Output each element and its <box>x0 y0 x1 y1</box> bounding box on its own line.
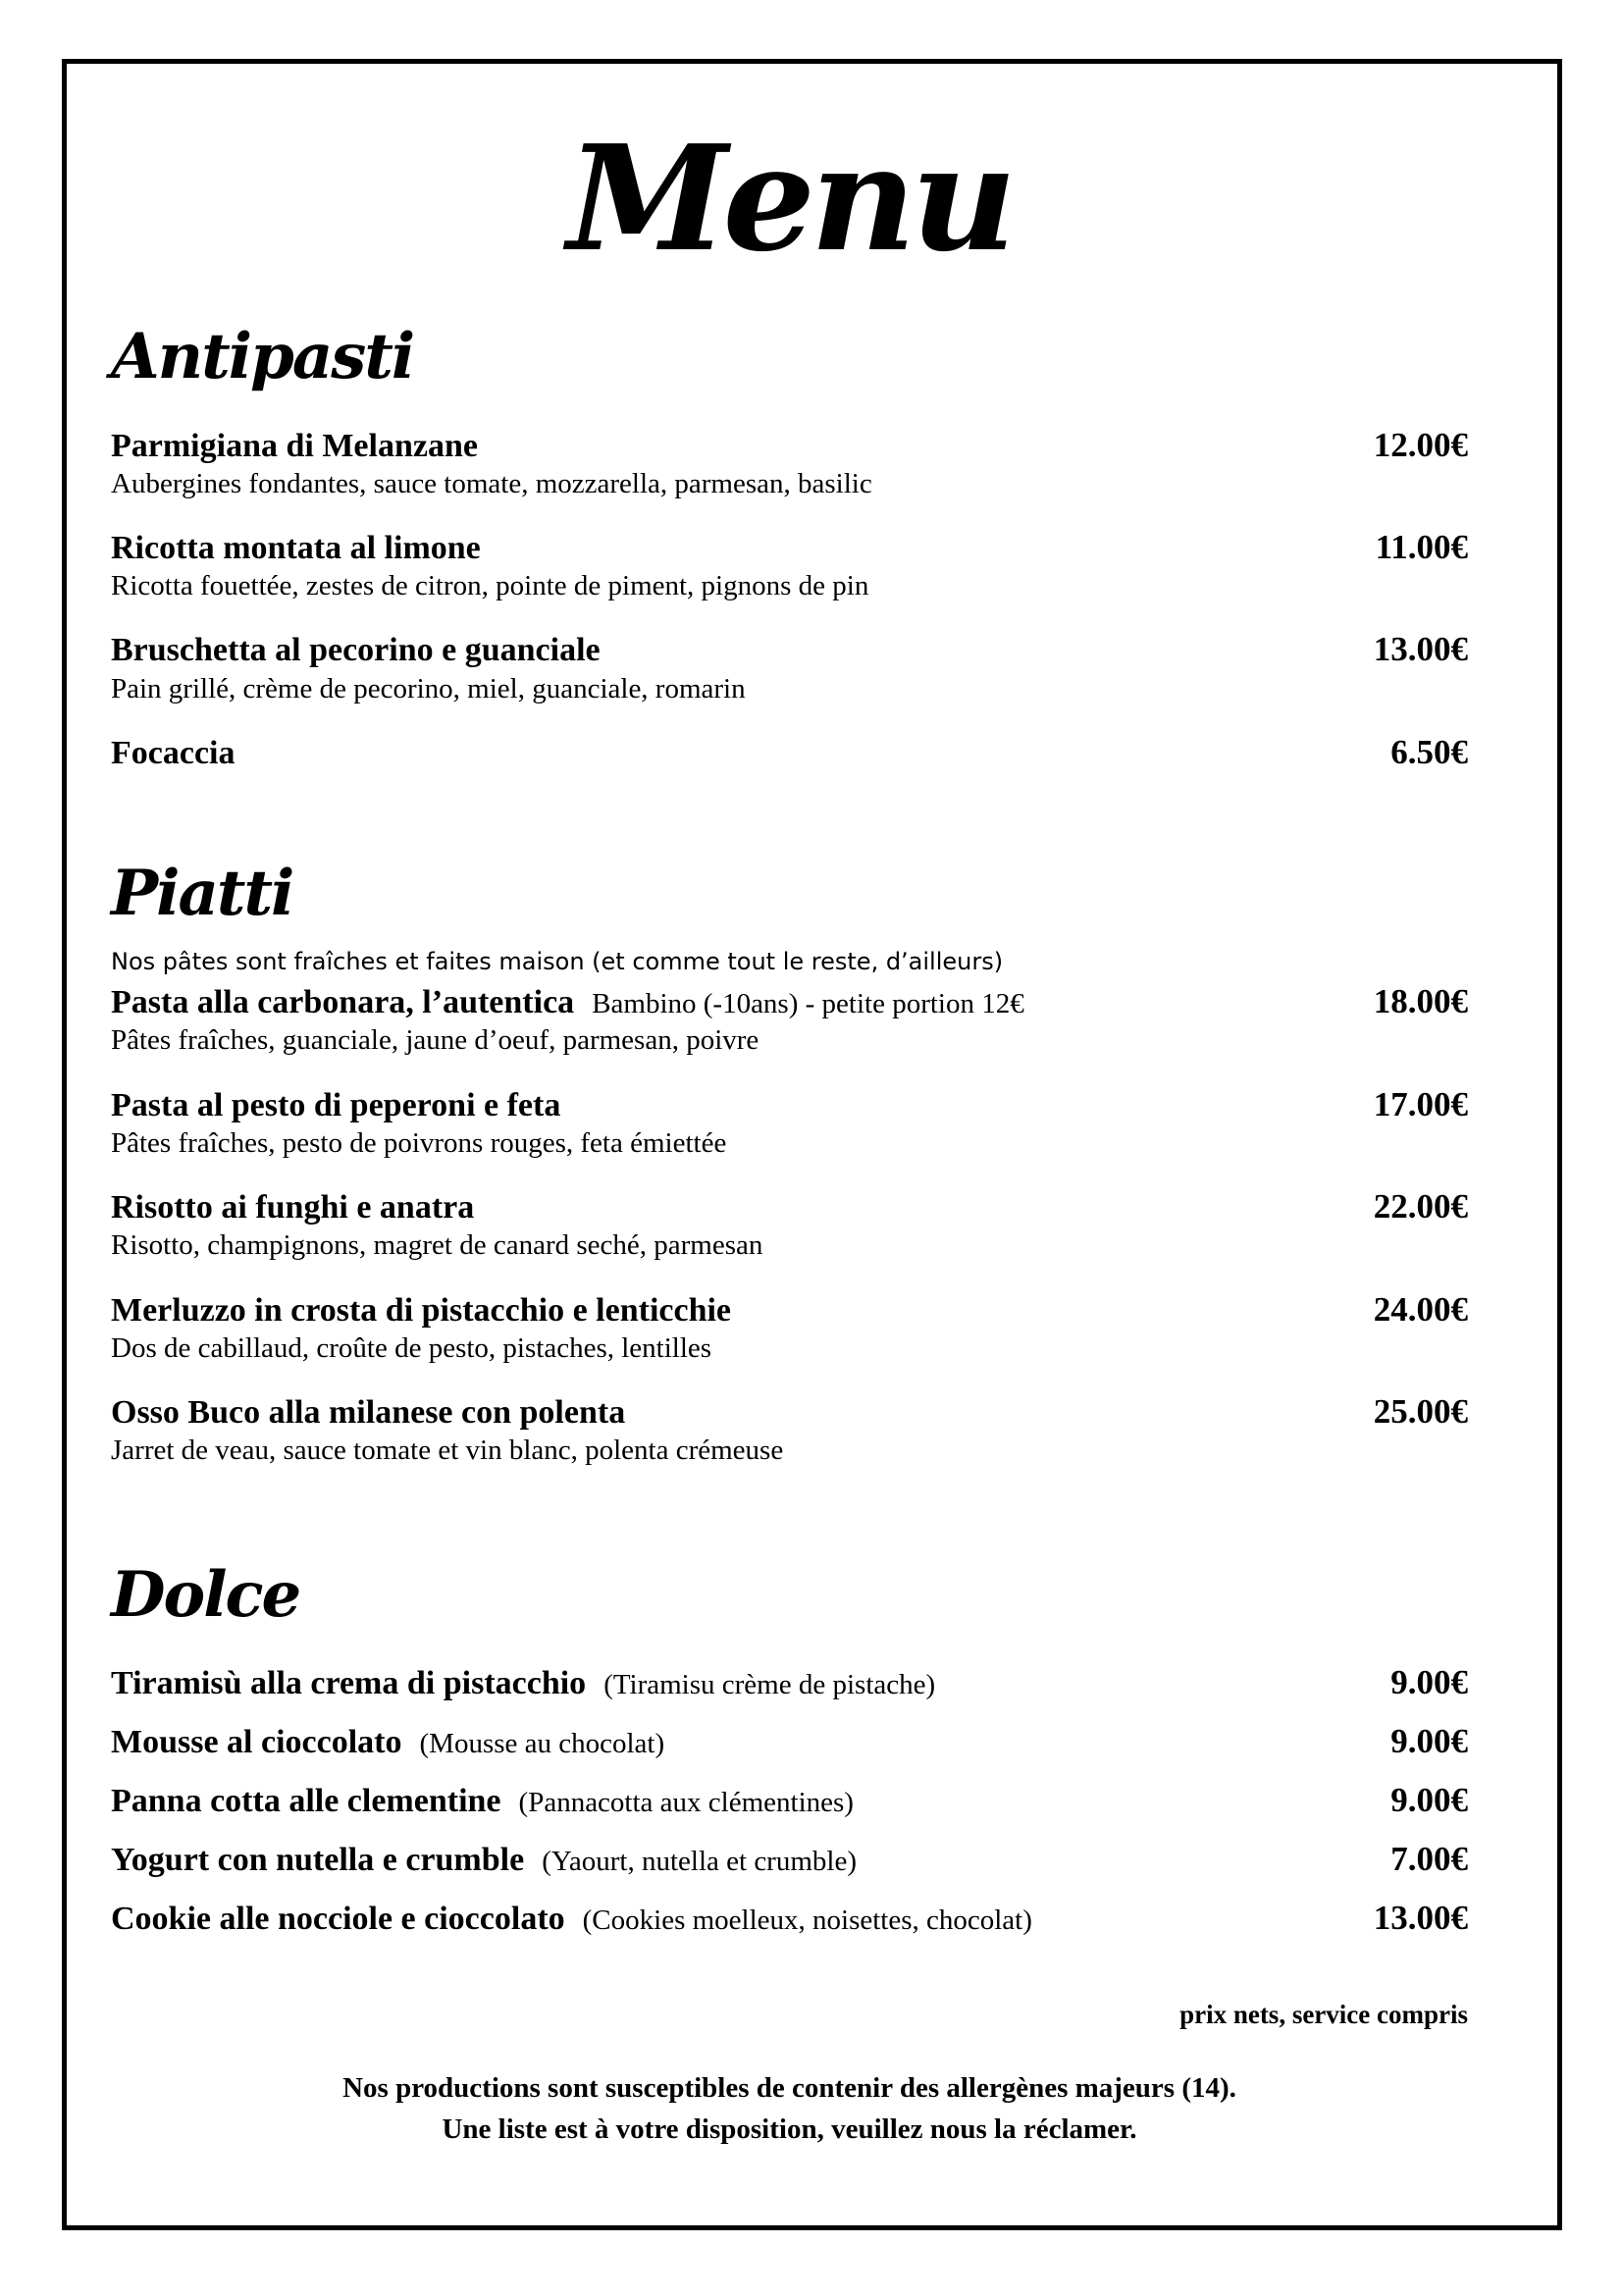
item-line <box>111 426 1468 466</box>
item-price: 9.00€ <box>1390 1662 1468 1701</box>
item-kid-portion-note: Bambino (-10ans) - petite portion 12€ <box>592 988 1024 1020</box>
item-name: Yogurt con nutella e crumble <box>111 1842 525 1879</box>
item-line <box>111 1663 1468 1703</box>
item-line <box>111 1392 1468 1433</box>
menu-item-bruschetta <box>111 630 1468 704</box>
menu-item-merluzzo <box>111 1290 1468 1365</box>
item-line <box>111 630 1468 670</box>
item-price: 12.00€ <box>1373 425 1468 464</box>
item-price: 13.00€ <box>1373 630 1468 669</box>
item-description: Pain grillé, crème de pecorino, miel, guanciale, romarin <box>111 672 746 704</box>
section-piatti <box>111 857 1468 1467</box>
section-header-dolce: Dolce <box>111 1557 300 1632</box>
menu-item-cookie <box>111 1899 1468 1939</box>
item-price: 7.00€ <box>1390 1840 1468 1879</box>
item-price: 6.50€ <box>1390 732 1468 771</box>
pasta-fresh-note: Nos pâtes sont fraîches et faites maison (et comme tout le reste, d’ailleurs) <box>111 948 1004 976</box>
item-line <box>111 1290 1468 1331</box>
item-name: Osso Buco alla milanese con polenta <box>111 1394 626 1432</box>
item-name: Pasta alla carbonara, l’autentica <box>111 984 575 1021</box>
menu-item-mousse <box>111 1722 1468 1762</box>
item-line <box>111 1899 1468 1939</box>
item-translation: (Yaourt, nutella et crumble) <box>542 1846 857 1878</box>
item-line <box>111 1085 1468 1125</box>
item-translation: (Mousse au chocolat) <box>419 1728 665 1759</box>
menu-item-ricotta <box>111 528 1468 602</box>
menu-item-tiramisu <box>111 1663 1468 1703</box>
item-name: Mousse al cioccolato <box>111 1724 402 1760</box>
menu-item-pesto-peperoni <box>111 1085 1468 1160</box>
menu-item-osso-buco <box>111 1392 1468 1467</box>
item-line <box>111 1187 1468 1227</box>
item-line <box>111 1722 1468 1762</box>
item-description: Dos de cabillaud, croûte de pesto, pistaches, lentilles <box>111 1331 712 1364</box>
menu-item-yogurt <box>111 1840 1468 1880</box>
item-price: 11.00€ <box>1375 528 1468 567</box>
item-line <box>111 982 1468 1022</box>
item-translation: (Pannacotta aux clémentines) <box>518 1787 854 1819</box>
item-name: Parmigiana di Melanzane <box>111 427 478 464</box>
section-header-piatti: Piatti <box>111 857 293 931</box>
item-name: Ricotta montata al limone <box>111 530 481 567</box>
section-antipasti <box>111 320 1468 773</box>
item-line <box>111 1781 1468 1821</box>
item-price: 9.00€ <box>1390 1722 1468 1760</box>
item-description: Aubergines fondantes, sauce tomate, mozzarella, parmesan, basilic <box>111 467 872 499</box>
item-line <box>111 528 1468 568</box>
section-dolce <box>111 1557 1468 1940</box>
item-name: Merluzzo in crosta di pistacchio e lenticchie <box>111 1291 732 1329</box>
menu-item-parmigiana <box>111 426 1468 500</box>
item-translation: (Cookies moelleux, noisettes, chocolat) <box>582 1905 1032 1937</box>
allergen-note <box>111 2067 1468 2150</box>
section-header-antipasti: Antipasti <box>111 320 414 394</box>
item-translation: (Tiramisu crème de pistache) <box>603 1668 936 1700</box>
menu-item-focaccia <box>111 733 1468 773</box>
item-description: Ricotta fouettée, zestes de citron, pointe de piment, pignons de pin <box>111 570 869 602</box>
item-description: Pâtes fraîches, guanciale, jaune d’oeuf, parmesan, poivre <box>111 1024 759 1057</box>
item-description: Pâtes fraîches, pesto de poivrons rouges, feta émiettée <box>111 1126 727 1159</box>
item-name: Tiramisù alla crema di pistacchio <box>111 1664 587 1701</box>
item-description: Jarret de veau, sauce tomate et vin blanc, polenta crémeuse <box>111 1435 784 1467</box>
item-price: 13.00€ <box>1373 1899 1468 1938</box>
item-name: Risotto ai funghi e anatra <box>111 1189 475 1226</box>
menu-border-frame <box>62 59 1562 2230</box>
allergen-line1: Nos productions sont susceptibles de contenir des allergènes majeurs (14). <box>342 2072 1236 2105</box>
item-line <box>111 733 1468 773</box>
item-name: Bruschetta al pecorino e guanciale <box>111 632 601 669</box>
item-line <box>111 1840 1468 1880</box>
item-price: 24.00€ <box>1373 1289 1468 1329</box>
item-name: Panna cotta alle clementine <box>111 1783 501 1820</box>
menu-item-carbonara <box>111 982 1468 1057</box>
item-price: 17.00€ <box>1373 1084 1468 1123</box>
allergen-line2: Une liste est à votre disposition, veuillez nous la réclamer. <box>442 2113 1137 2146</box>
menu-title: Menu <box>566 113 1013 284</box>
item-name: Pasta al pesto di peperoni e feta <box>111 1086 561 1123</box>
item-description: Risotto, champignons, magret de canard seché, parmesan <box>111 1229 763 1262</box>
menu-item-risotto <box>111 1187 1468 1262</box>
item-price: 9.00€ <box>1390 1781 1468 1820</box>
item-price: 18.00€ <box>1373 982 1468 1021</box>
item-name: Focaccia <box>111 734 236 771</box>
pricing-note: prix nets, service compris <box>1179 2000 1468 2030</box>
item-price: 22.00€ <box>1373 1187 1468 1226</box>
item-name: Cookie alle nocciole e cioccolato <box>111 1901 565 1938</box>
item-price: 25.00€ <box>1373 1392 1468 1432</box>
menu-item-panna-cotta <box>111 1781 1468 1821</box>
